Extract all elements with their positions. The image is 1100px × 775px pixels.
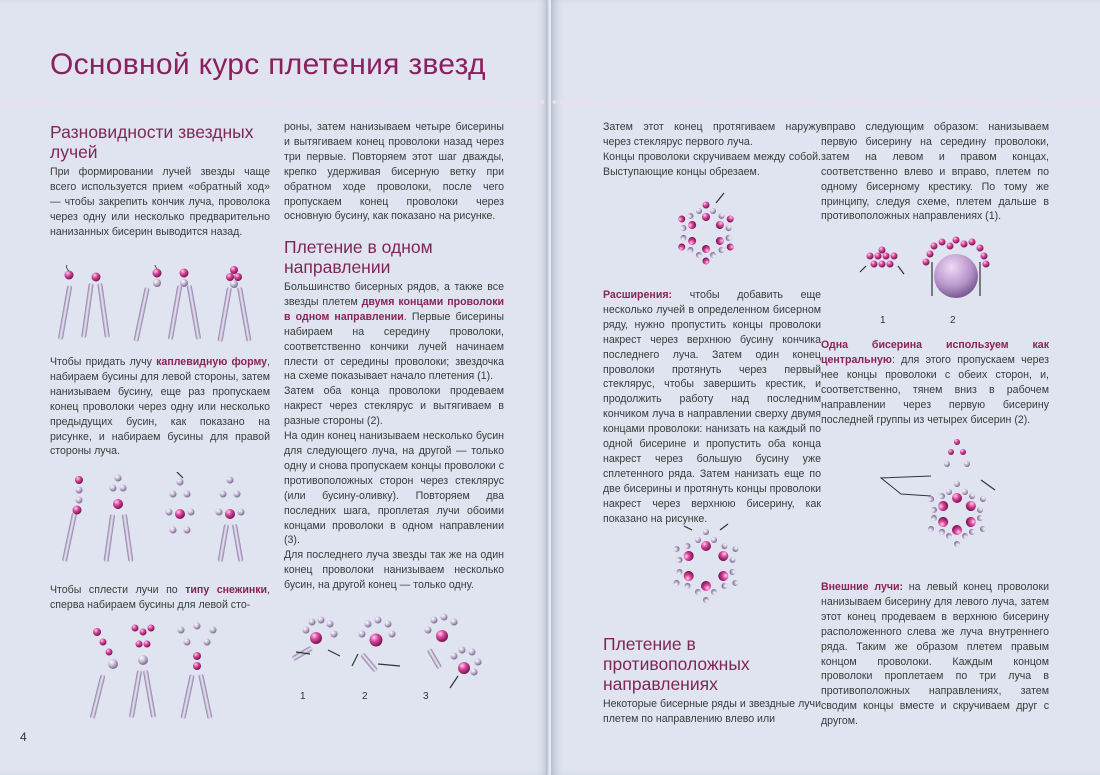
section-heading-opposite: Плетение в противоположных направлениях [603,634,750,694]
page-number: 4 [20,730,27,744]
opposite-direction-figure [856,232,1026,310]
small-star [674,193,739,265]
teardrop-ray-d [216,477,245,563]
paragraph-snowflake-cont: роны, затем нанизываем четыре бисерины и вытягиваем конец проволоки назад через три первые. Повторяем этот шаг дважды, крепко удерживая бисерную ветку при обратном ходе проволоки, после чего пропускаем конец проволоки через основную бусину, как показано на рисунке. [284,121,504,223]
paragraph-twist-ends: Затем этот конец протягиваем наружу через стеклярус первого луча. Концы проволоки скручиваем между собой. Выступающие концы обрезаем. [603,121,821,178]
left-page [0,0,549,775]
teardrop-ray-a [62,476,83,562]
section-heading-one-direction: Плетение в одном направлении [284,237,433,277]
right-figure-number-1: 1 [880,315,886,326]
teardrop-ray-c [166,472,195,534]
outer-rays-figure [871,430,1011,570]
ray-step-2 [81,273,110,339]
ray-step-1 [58,265,74,340]
highlight-extensions: Расширения: [603,289,673,301]
paragraph-one-direction: Большинство бисерных рядов, а также все звезды плетем двумя концами проволоки в одном направлении. Первые бисерины набираем на середину проволоки, соответственно кончики лучей начинаем плести от середины проволоки; звездочка на схеме показывает начало плетения (1). Затем оба конца проволоки продеваем накрест через стеклярус и вытягиваем в разные стороны (2). На один конец нанизываем несколько бусин для следующего луча, на другой — только одну и снова пропускаем концы проволоки с противоположных сторон через стеклярус (или бусину-оливку). Повторяем два последних шага, проплетая лучи обоими концами проволоки в одном направлении (3). Для последнего луча звезды так же на один конец проволоки нанизываем несколько бусин, на другой конец — только одну. [284,281,505,592]
opposite-step-1 [860,247,904,275]
teardrop-ray-b [104,475,134,563]
highlight-two-ends: двумя концами проволоки в одном направлении [284,295,505,323]
outer-rays-star [923,481,991,547]
figure-number-3: 3 [423,691,429,702]
dotted-divider-right [551,98,1100,106]
section-heading-ray-types: Разновидности звездных лучей [50,122,254,162]
right-figure-number-2: 2 [950,315,956,326]
paragraph-snowflake: Чтобы сплести лучи по типу снежинки, сперва набираем бусины для левой сто- [50,584,270,611]
outer-ray-top [881,439,995,496]
extended-star-figure [659,518,754,613]
figure-number-2: 2 [362,691,368,702]
teardrop-ray-figure [55,472,265,564]
opposite-step-2 [923,237,990,299]
page-title: Основной курс плетения звезд [50,48,486,81]
paragraph-intro: При формировании лучей звезды чаще всего используется прием «обратный ход» — чтобы закрепить кончик луча, проволока через одну или несколько предварительно нанизанных бисерин выводится назад. [50,166,270,238]
right-page [551,0,1100,775]
paragraph-extensions: Расширения: чтобы добавить еще несколько лучей в определенном бисерном ряду, нужно пропустить концы проволоки накрест через верхнюю бусину кончика последнего луча. Затем один конец проволоки протянуть через первый стеклярус, чтобы завершить крестик, и продолжить работу над последним кончиком луча в направлении сверху двумя концами проволоки: нанизать на каждый по одной бисерине и пропустить оба конца накрест через большую бусину уже сплетенного ряда. Затем нанизать еще по две бисерины и протянуть концы проволоки накрест через верхнюю бисерину, как показано на рисунке. [603,289,821,525]
ray-step-3 [133,265,161,342]
snowflake-ray-b [129,625,156,719]
ray-step-4 [168,269,201,341]
snowflake-ray-a [90,628,118,719]
dotted-divider [0,98,549,106]
highlight-one-bead: Одна бисерина используем как [821,339,1049,351]
highlight-snowflake: типу снежинки [185,584,268,596]
paragraph-central: Одна бисерина используем как центральную: для этого пропускаем через нее концы проволоки с обеих сторон, и, соответственно, тянем вниз в рабочем направлении через первую бисерину последней группы из четырех бисерин (2). [821,339,1049,426]
paragraph-opposite-cont: вправо следующим образом: нанизываем первую бисерину на середину проволоки, затем на левом и правом концах, соответственно влево и вправо, плетем по одному бисерному крестику. По тому же принципу, следуя схеме, плетем дальше в противоположных направлениях (1). [821,121,1049,223]
snowflake-ray-c [178,623,217,720]
ray-steps-figure [55,265,265,345]
one-direction-step-2 [352,617,400,673]
one-direction-figure [288,612,498,698]
highlight-teardrop: каплевидную форму [156,356,268,368]
highlight-central: центральную [821,353,892,366]
paragraph-teardrop: Чтобы придать лучу каплевидную форму, набираем бусины для левой стороны, затем нанизываем бусину, еще раз пропускаем конец проволоки через одну или несколько предыдущих бусин, как показано на рисунке, и набираем бусины для правой стороны луча. [50,356,270,458]
figure-number-1: 1 [300,691,306,702]
extended-star [668,524,743,603]
paragraph-outer-rays: Внешние лучи: на левый конец проволоки нанизываем бисерину для левого луча, затем этот конец продеваем в верхнюю бисерину расположенного слева же луча внутреннего ряда. Таким же образом плетем правым концом проволоки. Каждым концом проволоки проплетаем по три луча в противоположных направлениях, затем сводим концы вместе и скручиваем друг с другом. [821,581,1049,728]
one-direction-step-1 [291,617,340,662]
paragraph-opposite: Некоторые бисерные ряды и звездные лучи плетем по направлению влево или [603,698,821,725]
one-direction-step-3 [425,614,482,689]
small-star-figure [661,188,751,278]
ray-step-5 [217,266,251,342]
highlight-outer-rays: Внешние лучи: [821,581,904,593]
snowflake-ray-figure [85,622,235,722]
